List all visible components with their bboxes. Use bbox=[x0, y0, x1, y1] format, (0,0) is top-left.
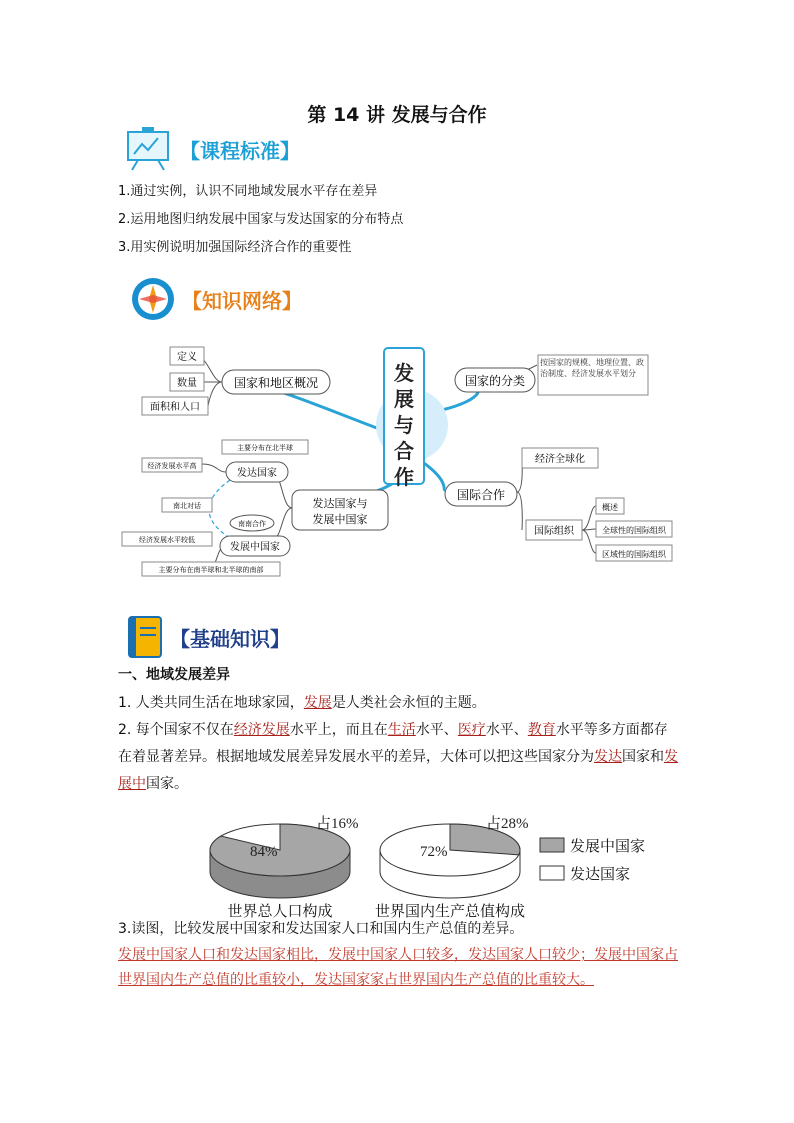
basic-paragraph-1: 1. 人类共同生活在地球家园，发展是人类社会永恒的主题。 bbox=[118, 695, 486, 711]
basic-heading: 一、地域发展差异 bbox=[118, 667, 230, 683]
question-3: 3.读图，比较发展中国家和发达国家人口和国内生产总值的差异。 bbox=[118, 921, 524, 937]
mindmap-globalization: 经济全球化 bbox=[535, 454, 585, 465]
mindmap-org-item: 区域性的国际组织 bbox=[602, 550, 666, 559]
mindmap-developing: 发展中国家 bbox=[230, 542, 280, 553]
key-term: 发展中 bbox=[118, 749, 678, 792]
mindmap-overview-item: 数量 bbox=[177, 378, 197, 389]
mindmap-dev-low: 经济发展水平较低 bbox=[139, 536, 195, 544]
pie-title: 世界国内生产总值构成 bbox=[374, 904, 526, 920]
mindmap-classify-note: 按国家的规模、地理位置、政治制度、经济发展水平划分 bbox=[540, 358, 644, 378]
pie-data-label: 72% bbox=[420, 844, 448, 860]
mindmap-dev-node-2: 发展中国家 bbox=[312, 513, 368, 526]
answer-text: 发展中国家人口和发达国家相比，发展中国家人口较多，发达国家人口较少；发展中国家占世界国内生产总值的比重较小，发达国家家占世界国内生产总值的比重较大。 bbox=[118, 947, 678, 988]
legend-swatch bbox=[540, 866, 564, 880]
section-network bbox=[130, 276, 302, 322]
section-standard bbox=[124, 126, 300, 172]
mindmap-org-item: 全球性的国际组织 bbox=[602, 526, 666, 535]
mindmap-center-3: 与 bbox=[394, 413, 414, 437]
mindmap-south-south: 南南合作 bbox=[238, 520, 266, 528]
compass-icon bbox=[130, 276, 176, 322]
pie-data-label: 占28% bbox=[486, 816, 529, 832]
mindmap-north-south: 南北对话 bbox=[173, 502, 201, 510]
key-term: 发达 bbox=[594, 749, 622, 765]
pie-title: 世界总人口构成 bbox=[227, 904, 333, 920]
pie-data-label: 84% bbox=[250, 844, 278, 860]
section-basic-label: 【基础知识】 bbox=[170, 626, 290, 651]
knowledge-mindmap bbox=[112, 340, 692, 590]
mindmap-dev-south: 主要分布在南半球和北半球的南部 bbox=[158, 566, 264, 574]
section-basic bbox=[126, 614, 290, 660]
standard-item: 1.通过实例，认识不同地域发展水平存在差异 bbox=[118, 184, 378, 199]
basic-paragraph-2: 2. 每个国家不仅在经济发展水平上，而且在生活水平、医疗水平、教育水平等多方面都存在着显著差异。根据地域发展差异发展水平的差异，大体可以把这些国家分为发达国家和发展中国家。 bbox=[118, 722, 678, 792]
mindmap-intl-org: 国际组织 bbox=[534, 526, 574, 537]
mindmap-center-5: 作 bbox=[394, 465, 414, 489]
standard-item: 3.用实例说明加强国际经济合作的重要性 bbox=[118, 240, 352, 255]
pie-data-label: 占16% bbox=[316, 816, 359, 832]
legend-label: 发展中国家 bbox=[570, 839, 646, 855]
legend-label: 发达国家 bbox=[570, 867, 631, 883]
key-term: 教育 bbox=[527, 722, 556, 738]
mindmap-dev-north: 主要分布在北半球 bbox=[237, 444, 293, 452]
key-term: 发展 bbox=[303, 695, 332, 711]
key-term: 生活 bbox=[387, 722, 416, 738]
key-term: 医疗 bbox=[457, 722, 486, 738]
mindmap-intl: 国际合作 bbox=[456, 488, 506, 502]
pie-chart-figure bbox=[200, 808, 680, 920]
notebook-icon bbox=[126, 614, 164, 660]
page-title: 第 14 讲 发展与合作 bbox=[307, 104, 487, 126]
section-standard-label: 【课程标准】 bbox=[180, 138, 300, 163]
mindmap-dev-high: 经济发展水平高 bbox=[147, 462, 197, 470]
legend-swatch bbox=[540, 838, 564, 852]
mindmap-overview-item: 面积和人口 bbox=[150, 402, 200, 413]
mindmap-developed: 发达国家 bbox=[237, 468, 277, 479]
mindmap-center-1: 发 bbox=[394, 361, 414, 385]
mindmap-org-item: 概述 bbox=[602, 503, 618, 512]
mindmap-overview-item: 定义 bbox=[177, 352, 197, 363]
mindmap-center-2: 展 bbox=[394, 387, 414, 411]
section-network-label: 【知识网络】 bbox=[182, 288, 302, 313]
mindmap-overview: 国家和地区概况 bbox=[233, 376, 319, 390]
mindmap-dev-node-1: 发达国家与 bbox=[312, 497, 368, 510]
mindmap-center-4: 合 bbox=[394, 439, 414, 463]
mindmap-classify: 国家的分类 bbox=[464, 374, 526, 388]
standard-item: 2.运用地图归纳发展中国家与发达国家的分布特点 bbox=[118, 212, 404, 227]
key-term: 经济发展 bbox=[233, 722, 290, 738]
easel-icon bbox=[124, 126, 176, 172]
